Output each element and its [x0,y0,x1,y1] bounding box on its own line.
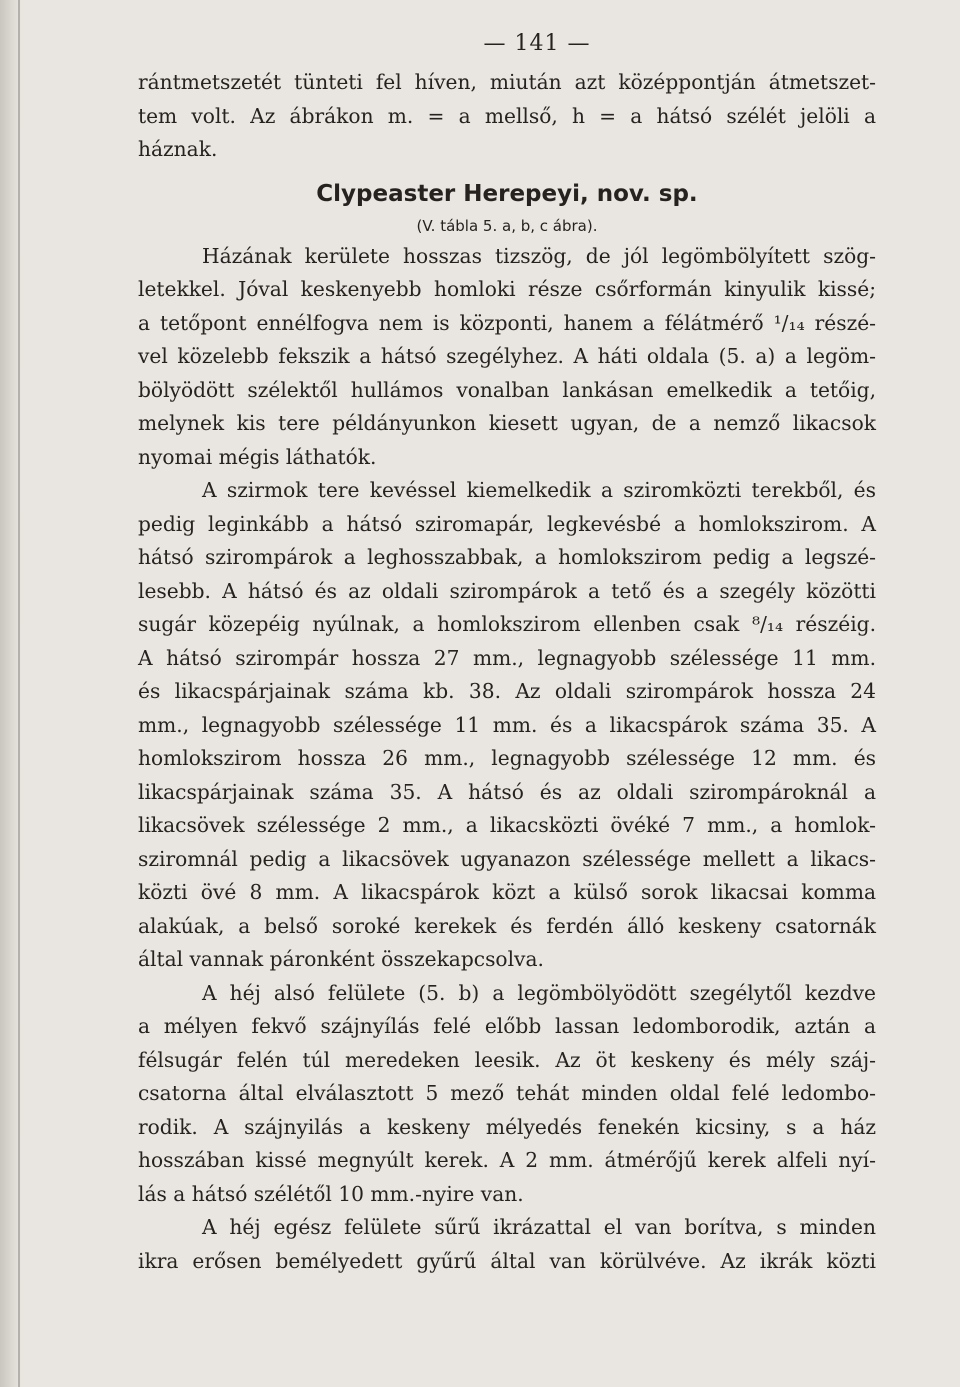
species-heading: Clypeaster Herepeyi, nov. sp. [316,180,698,207]
text-line: lás a hátsó szélétől 10 mm.-nyire van. [138,1181,524,1206]
text-line: tem volt. Az ábrákon m. = a mellső, h = a hátsó szélét jelöli a [138,103,876,128]
text-line: likacsövek szélessége 2 mm., a likacsközti övéké 7 mm., a homlok- [138,813,876,837]
text-line: melynek kis tere példányunkon kiesett ugyan, de a nemző likacsok [138,411,876,435]
text-line: likacspárjainak száma 35. A hátsó és az oldali szirompároknál a [138,779,876,804]
text-line: letekkel. Jóval keskenyebb homloki része csőrformán kinyulik kissé; [138,277,876,301]
page-number: — 141 — [483,31,591,56]
text-line: és likacspárjainak száma kb. 38. Az oldali szirompárok hossza 24 [138,679,876,703]
paragraph-petals [138,474,876,977]
text-line: rodik. A szájnyilás a keskeny mélyedés fenekén kicsiny, s a ház [138,1114,876,1139]
text-line: pedig leginkább a hátsó sziromapár, legkevésbé a homlokszirom. A [138,511,876,536]
text-line: nyomai mégis láthatók. [138,444,377,469]
text-line: a tetőpont ennélfogva nem is központi, hanem a félátmérő ¹/₁₄ részé- [138,310,876,335]
text-line: A héj alsó felülete (5. b) a legömbölyödött szegélytől kezdve [202,980,876,1005]
text-line: csatorna által elválasztott 5 mező tehát minden oldal felé ledombo- [138,1081,876,1105]
paragraph-underside [138,977,876,1212]
text-line: sugár közepéig nyúlnak, a homlokszirom ellenben csak ⁸/₁₄ részéig. [138,612,876,636]
paragraph-shell-outline [138,240,876,475]
text-line: Házának kerülete hosszas tizszög, de jól legömbölyített szög- [202,243,876,268]
text-line: lesebb. A hátsó és az oldali szirompárok a tető és a szegély közötti [138,578,876,603]
text-line: rántmetszetét tünteti fel híven, miután azt középpontján átmetszet- [138,70,876,94]
text-line: a mélyen fekvő szájnyílás felé előbb lassan ledomborodik, aztán a [138,1014,876,1038]
intro-paragraph [138,66,876,167]
text-line: félsugár felén túl meredeken leesik. Az öt keskeny és mély száj- [138,1047,876,1072]
text-line: hosszában kissé megnyúlt kerek. A 2 mm. átmérőjű kerek alfeli nyí- [138,1148,876,1172]
binding-gutter-line [18,0,20,1387]
book-page [138,26,876,1278]
plate-reference: (V. tábla 5. a, b, c ábra). [416,216,598,235]
text-line: hátsó szirompárok a leghosszabbak, a homlokszirom pedig a legszé- [138,545,876,569]
text-line: homlokszirom hossza 26 mm., legnagyobb szélessége 12 mm. és [138,746,876,770]
text-line: ikra erősen bemélyedett gyűrű által van körülvéve. Az ikrák közti [138,1248,876,1273]
text-line: alakúak, a belső soroké kerekek és ferdén álló keskeny csatornák [138,913,876,938]
text-line: közti övé 8 mm. A likacspárok közt a külső sorok likacsai komma [138,880,876,904]
paragraph-surface [138,1211,876,1278]
text-line: A héj egész felülete sűrű ikrázattal el van borítva, s minden [202,1215,876,1239]
text-line: vel közelebb fekszik a hátsó szegélyhez. A háti oldala (5. a) a legöm- [138,344,876,368]
text-line: A szirmok tere kevéssel kiemelkedik a sziromközti terekből, és [202,478,876,502]
text-line: által vannak páronként összekapcsolva. [138,947,544,971]
text-line: bölyödött szélektől hullámos vonalban lankásan emelkedik a tetőig, [138,377,876,402]
text-line: A hátsó szirompár hossza 27 mm., legnagyobb szélessége 11 mm. [138,645,876,670]
text-line: mm., legnagyobb szélessége 11 mm. és a likacspárok száma 35. A [138,712,876,737]
text-line: sziromnál pedig a likacsövek ugyanazon szélessége mellett a likacs- [138,846,876,871]
text-line: háznak. [138,137,218,161]
